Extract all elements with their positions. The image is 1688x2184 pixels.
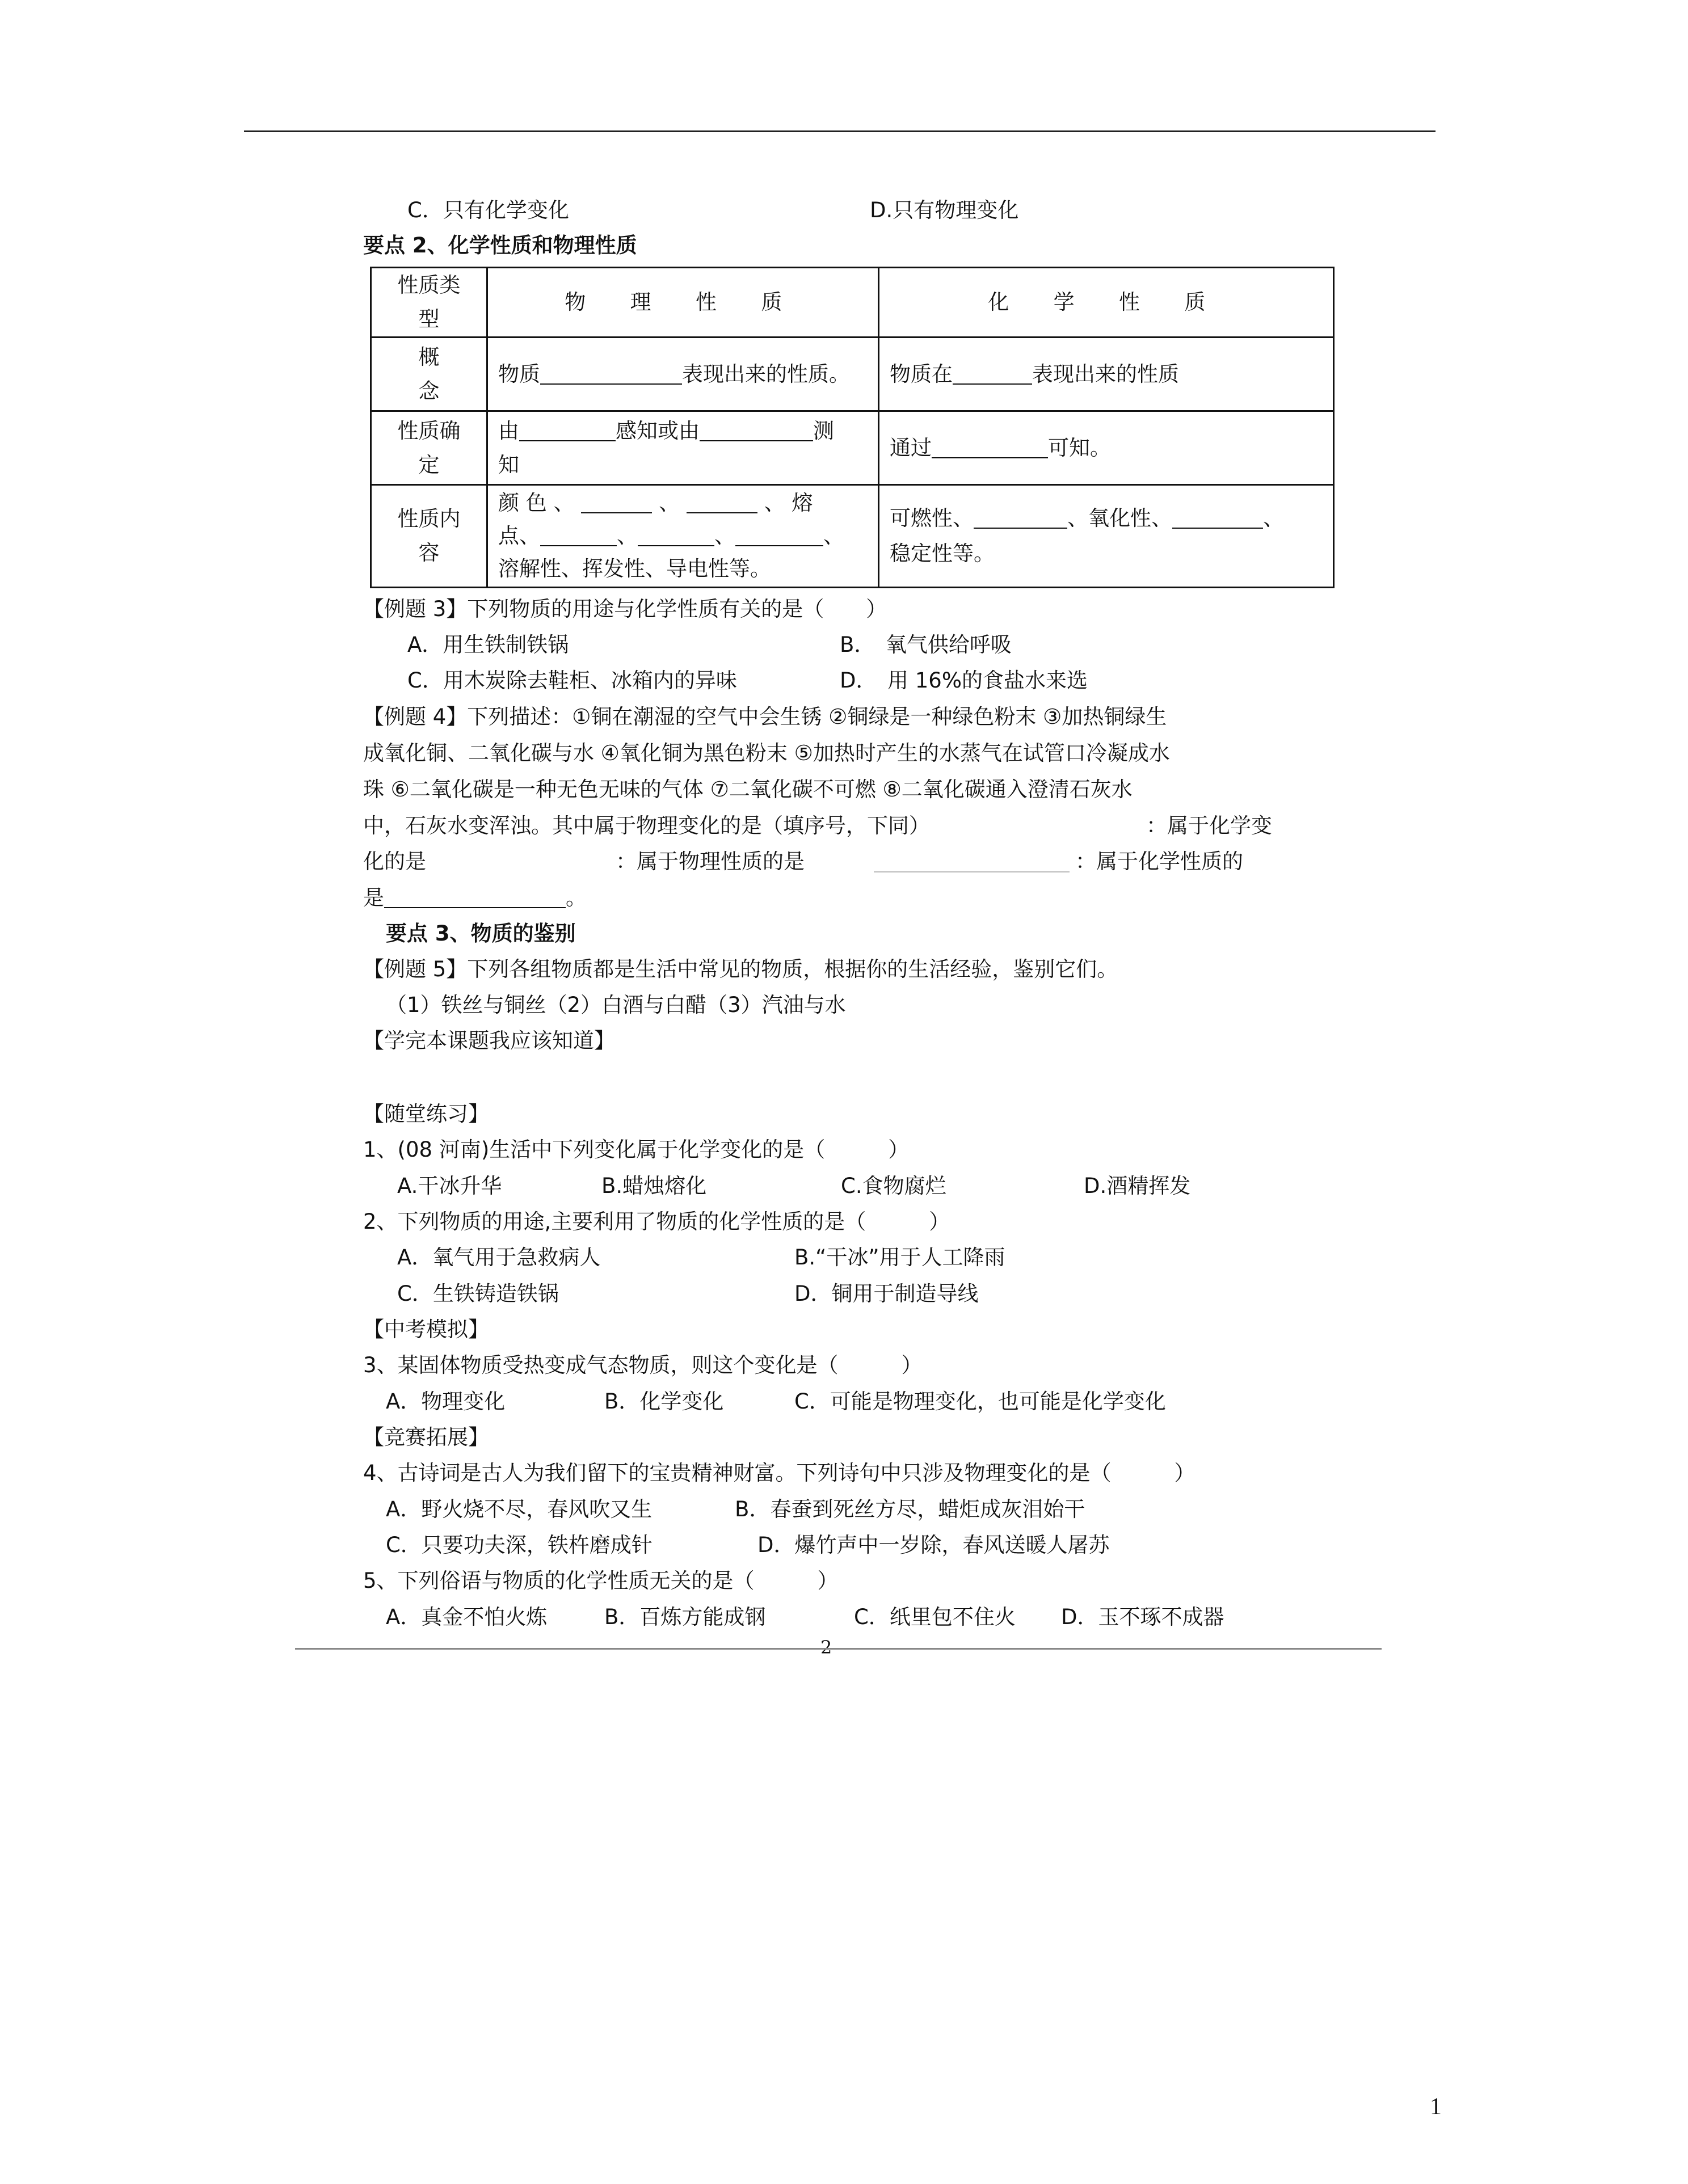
question-2-option-a: A．氧气用于急救病人 bbox=[397, 1245, 601, 1270]
determine-physical: 由 感知或由 测 知 bbox=[487, 411, 879, 485]
inner-page-number: 2 bbox=[820, 1637, 832, 1658]
option-c-line: C．只有化学变化 bbox=[407, 198, 569, 222]
example-4-line-5b: ：属于物理性质的是 bbox=[616, 849, 805, 874]
question-5-option-b: B．百炼方能成钢 bbox=[604, 1605, 766, 1629]
question-4-option-b: B．春蚕到死丝方尽，蜡炬成灰泪始干 bbox=[735, 1497, 1085, 1521]
question-2-option-b: B.“干冰”用于人工降雨 bbox=[794, 1245, 1005, 1270]
question-1-option-d: D.酒精挥发 bbox=[1084, 1174, 1191, 1198]
question-3-option-a: A．物理变化 bbox=[386, 1389, 506, 1414]
table-row-determine bbox=[371, 411, 1334, 485]
know-heading: 【学完本课题我应该知道】 bbox=[363, 1028, 615, 1053]
question-2-option-d: D．铜用于制造导线 bbox=[794, 1281, 979, 1306]
content-chemical: 可燃性、 、氧化性、 、 稳定性等。 bbox=[879, 485, 1334, 588]
question-4-option-d: D．爆竹声中一岁除，春风送暖人屠苏 bbox=[757, 1533, 1110, 1557]
table-row-concept bbox=[371, 338, 1334, 411]
example-3-option-d: D． 用 16%的食盐水来选 bbox=[840, 668, 1088, 693]
page-number: 1 bbox=[1430, 2094, 1442, 2120]
row-head-determine: 性质确定 bbox=[371, 411, 487, 485]
example-4-line-1: 【例题 4】下列描述：①铜在潮湿的空气中会生锈 ②铜绿是一种绿色粉末 ③加热铜绿生 bbox=[363, 705, 1167, 729]
header-chemical: 化 学 性 质 bbox=[879, 268, 1334, 338]
question-2-option-c: C．生铁铸造铁锅 bbox=[397, 1281, 559, 1306]
example-4-line-6: 是 。 bbox=[363, 886, 587, 910]
table-header-row bbox=[371, 268, 1334, 338]
example-4-line-4: 中，石灰水变浑浊。其中属于物理变化的是（填序号，下同） bbox=[363, 813, 930, 838]
determine-chemical: 通过 可知。 bbox=[879, 411, 1334, 485]
row-head-content: 性质内容 bbox=[371, 485, 487, 588]
question-1: 1、(08 河南)生活中下列变化属于化学变化的是（ ） bbox=[363, 1137, 910, 1162]
example-5-items: （1）铁丝与铜丝（2）白酒与白醋（3）汽油与水 bbox=[386, 993, 846, 1017]
example-4-line-5c: ：属于化学性质的 bbox=[1075, 849, 1243, 874]
example-5-question: 【例题 5】下列各组物质都是生活中常见的物质，根据你的生活经验，鉴别它们。 bbox=[363, 957, 1118, 981]
question-5: 5、下列俗语与物质的化学性质无关的是（ ） bbox=[363, 1569, 839, 1593]
question-4: 4、古诗词是古人为我们留下的宝贵精神财富。下列诗句中只涉及物理变化的是（ ） bbox=[363, 1461, 1196, 1485]
question-2: 2、下列物质的用途,主要利用了物质的化学性质的是（ ） bbox=[363, 1209, 950, 1234]
option-d-line: D.只有物理变化 bbox=[870, 198, 1019, 222]
content-physical: 颜 色 、 、 、 熔 点、 、 、 、 溶解性、挥发性、导电性等。 bbox=[487, 485, 879, 588]
question-4-option-a: A．野火烧不尽，春风吹又生 bbox=[386, 1497, 653, 1521]
question-5-option-a: A．真金不怕火炼 bbox=[386, 1605, 548, 1629]
question-1-option-b: B.蜡烛熔化 bbox=[601, 1174, 707, 1198]
question-5-option-c: C．纸里包不住火 bbox=[854, 1605, 1016, 1629]
concept-chemical: 物质在 表现出来的性质 bbox=[879, 338, 1334, 411]
question-3-option-b: B．化学变化 bbox=[604, 1389, 724, 1414]
example-3-option-a: A．用生铁制铁锅 bbox=[407, 633, 569, 657]
row-head-concept: 概念 bbox=[371, 338, 487, 411]
question-3: 3、某固体物质受热变成气态物质，则这个变化是（ ） bbox=[363, 1353, 923, 1377]
question-3-option-c: C．可能是物理变化，也可能是化学变化 bbox=[794, 1389, 1166, 1414]
example-3-question: 【例题 3】下列物质的用途与化学性质有关的是（ ） bbox=[363, 597, 887, 621]
section-2-heading: 要点 2、化学性质和物理性质 bbox=[363, 233, 637, 258]
mock-heading: 【中考模拟】 bbox=[363, 1317, 489, 1342]
header-type: 性质类型 bbox=[371, 268, 487, 338]
example-3-option-c: C．用木炭除去鞋柜、冰箱内的异味 bbox=[407, 668, 737, 693]
practice-heading: 【随堂练习】 bbox=[363, 1102, 489, 1126]
example-4-blank-physical-property bbox=[874, 851, 1070, 872]
section-3-heading: 要点 3、物质的鉴别 bbox=[386, 921, 576, 946]
example-4-line-3: 珠 ⑥二氧化碳是一种无色无味的气体 ⑦二氧化碳不可燃 ⑧二氧化碳通入澄清石灰水 bbox=[363, 777, 1133, 802]
properties-table bbox=[370, 267, 1335, 588]
contest-heading: 【竞赛拓展】 bbox=[363, 1425, 489, 1449]
question-5-option-d: D．玉不琢不成器 bbox=[1061, 1605, 1224, 1629]
bottom-rule bbox=[295, 1648, 1382, 1650]
question-1-option-a: A.干冰升华 bbox=[397, 1174, 502, 1198]
example-3-option-b: B． 氧气供给呼吸 bbox=[840, 633, 1012, 657]
top-rule bbox=[244, 130, 1436, 132]
example-4-line-4-end: ：属于化学变 bbox=[1146, 813, 1272, 838]
question-4-option-c: C．只要功夫深，铁杵磨成针 bbox=[386, 1533, 653, 1557]
question-1-option-c: C.食物腐烂 bbox=[841, 1174, 946, 1198]
example-4-line-5a: 化的是 bbox=[363, 849, 426, 874]
concept-physical: 物质 表现出来的性质。 bbox=[487, 338, 879, 411]
table-row-content bbox=[371, 485, 1334, 588]
header-physical: 物 理 性 质 bbox=[487, 268, 879, 338]
example-4-line-2: 成氧化铜、二氧化碳与水 ④氧化铜为黑色粉末 ⑤加热时产生的水蒸气在试管口冷凝成水 bbox=[363, 741, 1170, 765]
